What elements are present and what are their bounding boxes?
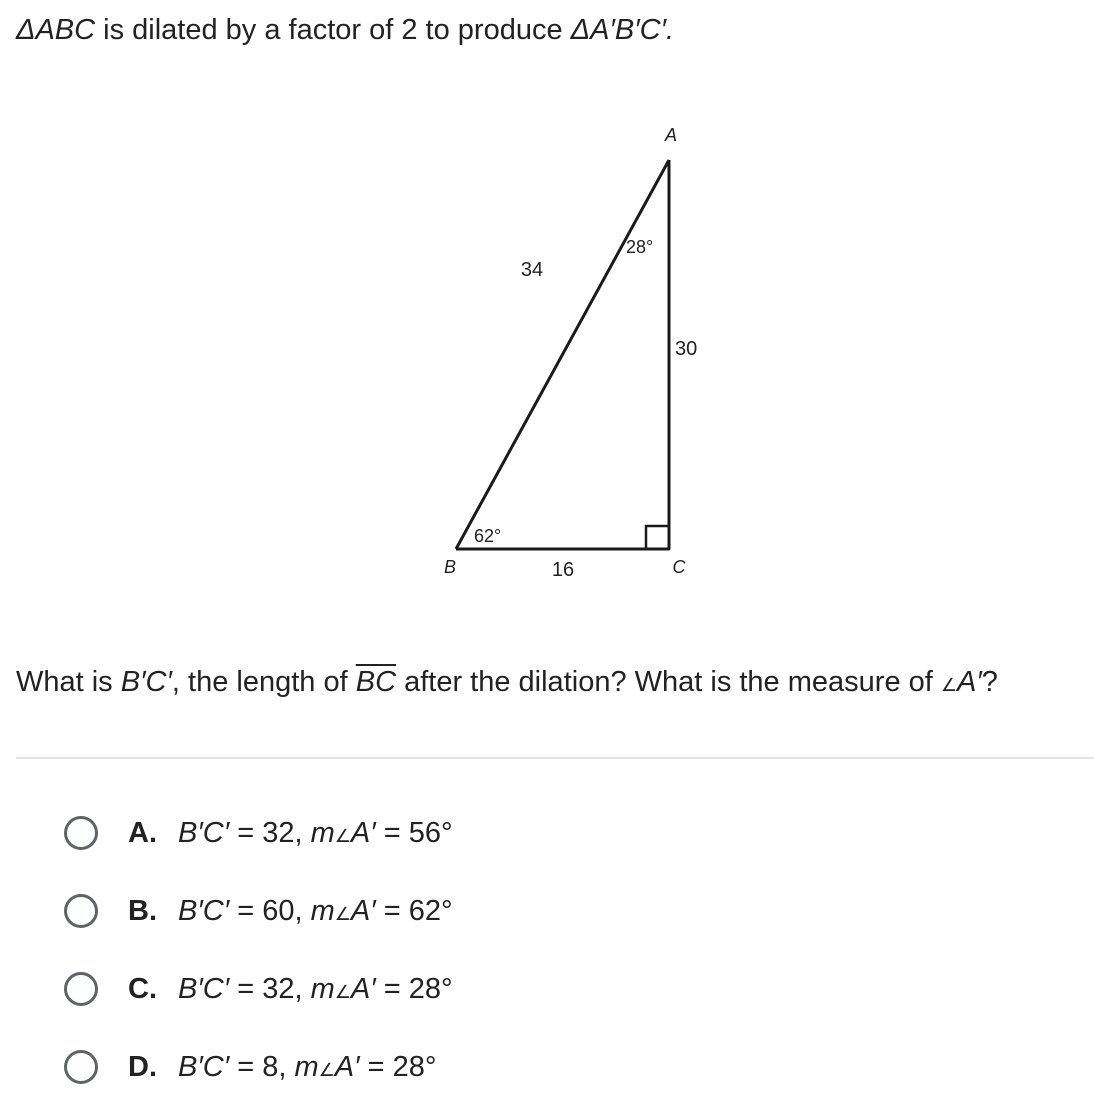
angle-a-measure: 28°: [626, 237, 654, 257]
choice-text: B′C′ = 32, m∠A′ = 56°: [178, 816, 453, 849]
segment-label: B′C′: [120, 666, 172, 698]
choice-d[interactable]: [64, 1043, 436, 1091]
segment-bc-bar: $\overline{BC}$: [355, 666, 397, 698]
choice-letter: C.: [128, 972, 157, 1005]
choice-letter: A.: [128, 816, 157, 849]
vertex-a-label: A: [664, 125, 678, 145]
side-ab-length: 34: [520, 259, 544, 281]
radio-d[interactable]: [64, 1050, 98, 1084]
vertex-b-label: B: [443, 557, 457, 577]
side-bc-length: 16: [551, 559, 575, 581]
prompt-text: is dilated by a factor of 2 to produce: [95, 14, 571, 46]
choice-letter: B.: [128, 894, 157, 927]
choice-text: B′C′ = 8, m∠A′ = 28°: [178, 1050, 437, 1083]
triangle-abc-label: ΔABC: [16, 14, 96, 46]
angle-symbol: ∠: [940, 675, 958, 695]
radio-b[interactable]: [64, 894, 98, 928]
choice-c[interactable]: [64, 965, 453, 1013]
right-angle-marker: [646, 526, 669, 549]
question-text: What is B′C′, the length of $\overline{BC}$ after the dilation? What is the measure of ∠A′?: [16, 666, 998, 698]
angle-var: A′: [957, 666, 982, 698]
choice-text: B′C′ = 32, m∠A′ = 28°: [178, 972, 453, 1005]
triangle-image-label: ΔA′B′C′.: [570, 14, 675, 46]
vertex-c-label: C: [672, 557, 686, 577]
choice-b[interactable]: [64, 887, 453, 935]
divider: [16, 757, 1094, 759]
side-ab-line: [456, 160, 669, 549]
radio-a[interactable]: [64, 816, 98, 850]
choice-text: B′C′ = 60, m∠A′ = 62°: [178, 894, 453, 927]
radio-c[interactable]: [64, 972, 98, 1006]
angle-b-measure: 62°: [474, 526, 502, 546]
choice-letter: D.: [128, 1050, 157, 1083]
side-ac-length: 30: [675, 338, 698, 360]
choice-a[interactable]: [64, 809, 453, 857]
